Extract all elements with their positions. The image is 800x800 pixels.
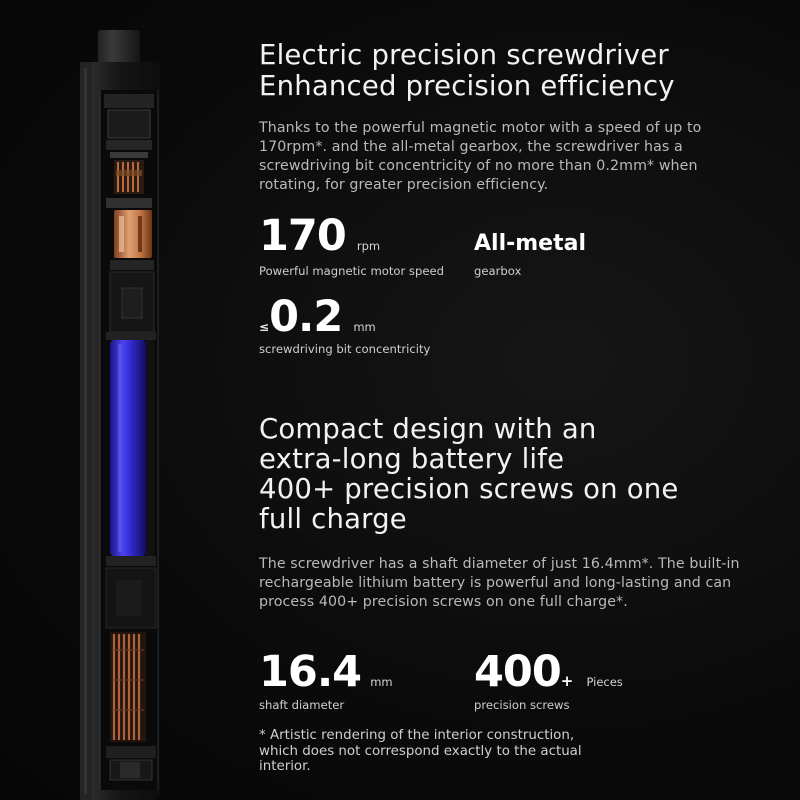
stat-caption: screwdriving bit concentricity [259,342,431,356]
plus-sign: + [560,672,574,690]
footnote-line: * Artistic rendering of the interior construction, [259,728,575,743]
section1-paragraph-line: 170rpm*. and the all-metal gearbox, the screwdriver has a [259,139,683,155]
section2-heading-line: 400+ precision screws on one [259,473,679,505]
stat-unit: rpm [356,239,381,253]
section1-paragraph-line: Thanks to the powerful magnetic motor with a speed of up to [259,120,702,136]
gearbox-copper-wires [114,160,144,194]
section1-heading-line: Electric precision screwdriver [259,39,669,71]
less-equal-sign: ≤ [259,320,270,334]
stat-value: 0.2 [269,292,343,342]
stat-value: 170 [259,211,346,261]
section1-paragraph-line: rotating, for greater precision efficiency. [259,177,549,193]
footnote-line: which does not correspond exactly to the actual [259,743,582,759]
stat-unit: mm [370,675,393,689]
battery-cell [110,340,146,556]
bottom-copper-coil [110,632,146,742]
section1-paragraph-line: screwdriving bit concentricity of no more than 0.2mm* when [259,158,698,174]
stat-value: 400 [474,647,561,697]
stat-unit: Pieces [586,675,623,689]
section2-paragraph [259,555,740,612]
section2-paragraph-line: rechargeable lithium battery is powerful and long-lasting and can [259,575,732,591]
stat-concentricity [259,294,376,340]
stat-caption: precision screws [474,698,570,712]
section1-heading [259,40,675,102]
stat-precision-screws [474,649,623,695]
section2-heading-line: full charge [259,503,407,535]
stat-unit: mm [353,320,376,334]
section2-paragraph-line: The screwdriver has a shaft diameter of just 16.4mm*. The built-in [259,556,740,572]
stat-shaft-diameter [259,649,393,695]
section2-paragraph-line: process 400+ precision screws on one full charge*. [259,594,628,610]
section2-heading-line: extra-long battery life [259,443,565,475]
screwdriver-cutaway-image [70,20,180,800]
section1-paragraph [259,119,701,195]
section2-heading [259,414,678,534]
stat-motor-speed [259,213,380,259]
stat-caption: shaft diameter [259,698,345,712]
footnote-line: interior. [259,759,311,774]
stat-caption: Powerful magnetic motor speed [259,264,444,278]
stat-gearbox-caption: gearbox [474,264,522,278]
stat-value: 16.4 [259,647,362,697]
section2-heading-line: Compact design with an [259,413,597,445]
footnote [259,728,582,775]
stat-gearbox-value: All-metal [474,231,586,256]
section1-heading-line: Enhanced precision efficiency [259,70,675,102]
